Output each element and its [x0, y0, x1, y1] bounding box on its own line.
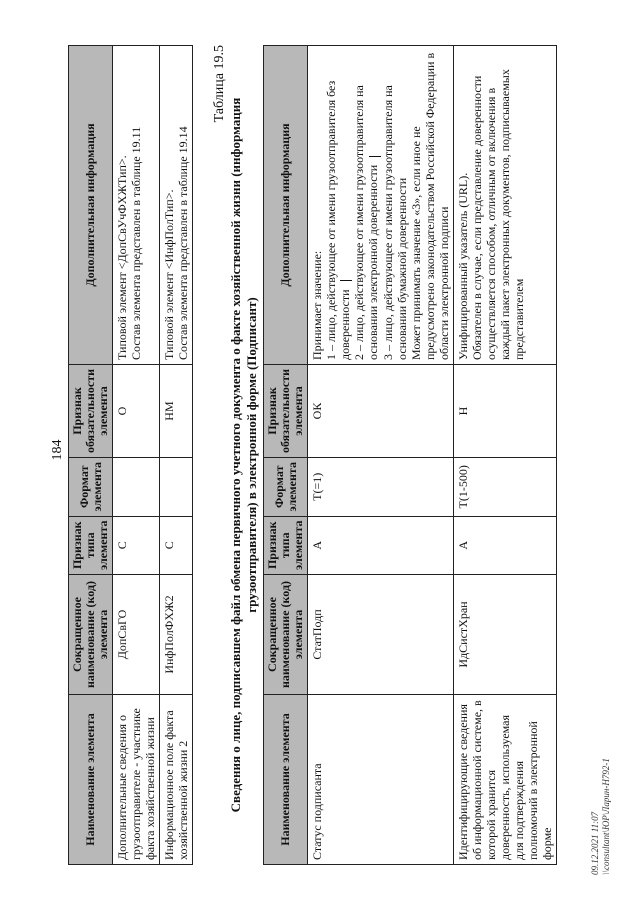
bottom-table-header: [264, 46, 308, 865]
info-text: 2 – лицо, действующее от имени грузоотправителя на основании электронной доверенности: [352, 85, 381, 360]
info-line: Типовой элемент <ИнфПолТип>.: [162, 189, 176, 360]
cell-format: [113, 458, 160, 516]
header-cell: Наименование элемента: [264, 695, 308, 865]
info-line: [352, 50, 380, 360]
header-cell: Сокращенное наименование (код) элемента: [264, 575, 308, 695]
cell-code: ИдСистХран: [453, 575, 556, 695]
cell-type: А: [308, 516, 454, 574]
cursor-mark: [340, 280, 352, 281]
table-caption: Таблица 19.5: [212, 45, 227, 123]
cell-code: СтатПодп: [308, 575, 454, 695]
header-cell: Признак обязательности элемента: [69, 364, 113, 457]
top-table: [68, 45, 193, 865]
header-cell: Дополнительная информация: [264, 46, 308, 365]
footer-path: \\consultant\ЮР\Ларин-Н792-1: [601, 758, 611, 875]
cell-name: Статус подписанта: [308, 695, 454, 865]
table-row: [453, 46, 556, 865]
info-line: Принимает значение:: [310, 250, 324, 360]
table-row: [113, 46, 160, 865]
info-line: Унифицированный указатель (URL).: [455, 172, 470, 360]
header-cell: Формат элемента: [264, 458, 308, 516]
info-line: Состав элемента представлен в таблице 19.11: [129, 126, 143, 360]
cell-req: НМ: [160, 364, 193, 457]
cell-format: [160, 458, 193, 516]
footer-stamp: [590, 758, 612, 875]
cell-info: [113, 46, 160, 365]
bottom-table: [263, 45, 557, 865]
cell-info: [308, 46, 454, 365]
top-table-header: [69, 46, 113, 865]
cursor-mark: [369, 156, 381, 157]
table-row: [160, 46, 193, 865]
cell-type: А: [453, 516, 556, 574]
header-cell: Дополнительная информация: [69, 46, 113, 365]
cell-format: T(1-500): [453, 458, 556, 516]
table-title: Сведения о лице, подписавшем файл обмена первичного учетного документа о факте хозяйственной жизни (информация грузоотправителя) в электронной форме (Подписант): [228, 97, 259, 813]
header-cell: Признак типа элемента: [264, 516, 308, 574]
cell-info: [160, 46, 193, 365]
header-cell: Сокращенное наименование (код) элемента: [69, 575, 113, 695]
page-number: 184: [50, 439, 65, 461]
info-line: Обязателен в случае, если представление доверенности осуществляется способом, отличным от включения в каждый пакет электронных документов, подписываемых представителем: [469, 69, 526, 360]
cell-name: Дополнительные сведения о грузоотправителе - участнике факта хозяйственной жизни: [113, 695, 160, 865]
header-cell: Признак обязательности элемента: [264, 364, 308, 457]
header-cell: Наименование элемента: [69, 695, 113, 865]
cell-req: О: [113, 364, 160, 457]
cell-name: Идентифицирующие сведения об информационной системе, в которой хранится доверенность, используемая для подтверждения полномочий в электронной форме: [453, 695, 556, 865]
cell-info: [453, 46, 556, 365]
header-cell: Формат элемента: [69, 458, 113, 516]
cell-req: ОК: [308, 364, 454, 457]
cell-type: С: [113, 516, 160, 574]
table-row: [308, 46, 454, 865]
cell-req: Н: [453, 364, 556, 457]
header-cell: Признак типа элемента: [69, 516, 113, 574]
cell-format: T(=1): [308, 458, 454, 516]
info-line: Типовой элемент <ДопСвУчФХЖТип>.: [115, 155, 129, 360]
info-line: Состав элемента представлен в таблице 19.14: [176, 126, 190, 360]
footer-date: 09.12.2021 11:07: [590, 811, 600, 875]
info-line: 3 – лицо, действующее от имени грузоотправителя на основании бумажной доверенности: [380, 85, 409, 360]
cell-code: ДопСвГО: [113, 575, 160, 695]
info-text: 1 – лицо, действующее от имени грузоотправителя без доверенности: [324, 80, 352, 360]
cell-name: Информационное поле факта хозяйственной жизни 2: [160, 695, 193, 865]
info-line: Может принимать значение «3», если иное не предусмотрено законодательством Российской Федерации в области электронной подписи: [408, 52, 451, 360]
cell-type: С: [160, 516, 193, 574]
cell-code: ИнфПолФХЖ2: [160, 575, 193, 695]
info-line: [324, 50, 352, 360]
